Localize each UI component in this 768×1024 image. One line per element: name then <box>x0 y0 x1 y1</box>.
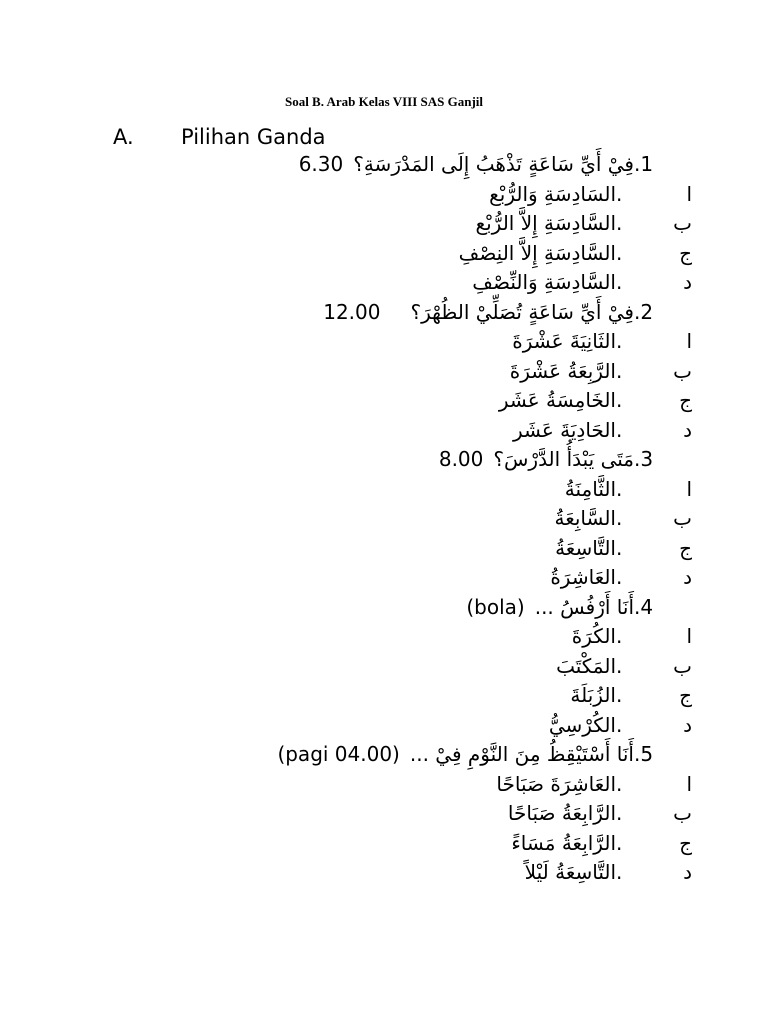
option-letter: د <box>683 565 692 589</box>
option-letter: ا <box>686 624 692 648</box>
option-letter: ج <box>679 830 692 855</box>
question-2 <box>116 298 676 328</box>
option-text: الرَّبِعَةُ عَشْرَةَ <box>509 358 616 383</box>
question-number: .3 <box>634 447 654 471</box>
option-row <box>116 416 692 446</box>
option-row <box>116 829 692 859</box>
section-title: Pilihan Ganda <box>181 125 326 149</box>
option-row <box>116 475 692 505</box>
option-letter: ب <box>673 358 692 383</box>
option-dot: . <box>616 417 623 442</box>
option-text: السَّابِعَةُ <box>554 506 616 530</box>
option-row <box>116 858 692 888</box>
option-dot: . <box>616 535 623 560</box>
option-row <box>116 799 692 829</box>
question-number: .4 <box>634 594 654 619</box>
option-dot: . <box>616 329 623 353</box>
option-row <box>116 268 692 298</box>
question-text: مَتَى يَبْدَأُ الدَّرْسَ؟ <box>493 447 634 471</box>
option-row <box>116 180 692 210</box>
option-letter: د <box>683 712 692 737</box>
option-letter: ب <box>673 506 692 530</box>
question-number: .1 <box>634 152 654 176</box>
option-letter: د <box>683 860 692 884</box>
document-title: Soal B. Arab Kelas VIII SAS Ganjil <box>284 94 484 109</box>
question-text: فِيْ أَيِّ سَاعَةٍ تَذْهَبُ إِلَى المَدْرَسَةِ؟ <box>353 152 634 176</box>
question-hint: (pagi 04.00) <box>277 742 400 766</box>
option-text: الرَّابِعَةُ مَسَاءً <box>511 830 616 855</box>
option-dot: . <box>616 830 623 855</box>
option-dot: . <box>616 240 623 265</box>
option-row <box>116 711 692 741</box>
question-hint: 12.00 <box>323 299 381 324</box>
option-dot: . <box>616 211 623 235</box>
option-text: الثَّامِنَةُ <box>564 476 616 501</box>
option-dot: . <box>616 653 623 678</box>
option-row <box>116 209 692 239</box>
option-letter: ا <box>686 771 692 796</box>
question-number: .2 <box>634 299 654 324</box>
option-letter: ب <box>673 653 692 678</box>
option-text: الكُرْسِيُّ <box>548 712 616 737</box>
question-4 <box>116 593 676 623</box>
option-text: التَّاسِعَةُ لَيْلاً <box>524 860 616 884</box>
option-text: السَّادِسَةِ وَالنِّصْفِ <box>472 270 616 294</box>
option-text: السَادِسَةِ وَالرُّبْع <box>489 181 616 206</box>
option-letter: ب <box>673 211 692 235</box>
option-text: السَّادِسَةِ إِلاَّ الرُّبْع <box>475 211 616 235</box>
option-dot: . <box>616 388 623 412</box>
question-text: أَنَا أَسْتَيْقِظُ مِنَ النَّوْمِ فِيْ ... <box>409 742 634 766</box>
option-dot: . <box>616 358 623 383</box>
option-row <box>116 386 692 416</box>
option-text: المَكْتَبَ <box>556 653 616 678</box>
question-5 <box>116 740 676 770</box>
option-row <box>116 534 692 564</box>
question-text: أَنَا أَرْفُسُ ... <box>534 594 634 619</box>
option-text: الزُبَلَةَ <box>570 683 616 707</box>
option-text: الكُرَةَ <box>571 624 616 648</box>
option-letter: د <box>683 270 692 294</box>
option-dot: . <box>616 860 623 884</box>
option-letter: ج <box>679 683 692 707</box>
option-letter: د <box>683 417 692 442</box>
option-dot: . <box>616 270 623 294</box>
option-dot: . <box>616 683 623 707</box>
option-row <box>116 681 692 711</box>
question-hint: 8.00 <box>438 447 484 471</box>
question-3 <box>116 445 676 475</box>
option-dot: . <box>616 801 623 825</box>
option-dot: . <box>616 624 623 648</box>
option-dot: . <box>616 565 623 589</box>
option-row <box>116 357 692 387</box>
option-dot: . <box>616 771 623 796</box>
question-hint: 6.30 <box>298 152 344 176</box>
option-text: الخَامِسَةُ عَشَر <box>498 388 616 412</box>
option-letter: ج <box>679 388 692 412</box>
option-dot: . <box>616 181 623 206</box>
option-letter: ا <box>686 181 692 206</box>
option-row <box>116 563 692 593</box>
option-row <box>116 770 692 800</box>
option-letter: ج <box>679 535 692 560</box>
option-letter: ا <box>686 476 692 501</box>
question-text: فِيْ أَيِّ سَاعَةٍ تُصَلِّيْ الظُهْرَ؟ <box>410 299 634 324</box>
option-dot: . <box>616 506 623 530</box>
option-letter: ا <box>686 329 692 353</box>
option-text: الثَانِيَةَ عَشْرَةَ <box>512 329 616 353</box>
question-list <box>116 150 692 888</box>
question-number: .5 <box>634 742 654 766</box>
question-hint: (bola) <box>466 594 525 619</box>
option-row <box>116 504 692 534</box>
option-text: الحَادِيَةَ عَشَر <box>512 417 616 442</box>
section-header <box>113 122 326 152</box>
option-dot: . <box>616 712 623 737</box>
option-text: السَّادِسَةِ إِلاَّ النِصْفِ <box>458 240 616 265</box>
option-text: الرَّابِعَةُ صَبَاحًا <box>507 801 616 825</box>
option-row <box>116 652 692 682</box>
option-text: العَاشِرَةُ <box>550 565 616 589</box>
question-1 <box>116 150 676 180</box>
option-row <box>116 622 692 652</box>
option-text: العَاشِرَةَ صَبَاحًا <box>496 771 616 796</box>
option-letter: ب <box>673 801 692 825</box>
option-dot: . <box>616 476 623 501</box>
section-letter: A. <box>113 125 134 149</box>
option-row <box>116 327 692 357</box>
option-text: التَّاسِعَةُ <box>555 535 616 560</box>
option-row <box>116 239 692 269</box>
option-letter: ج <box>679 240 692 265</box>
